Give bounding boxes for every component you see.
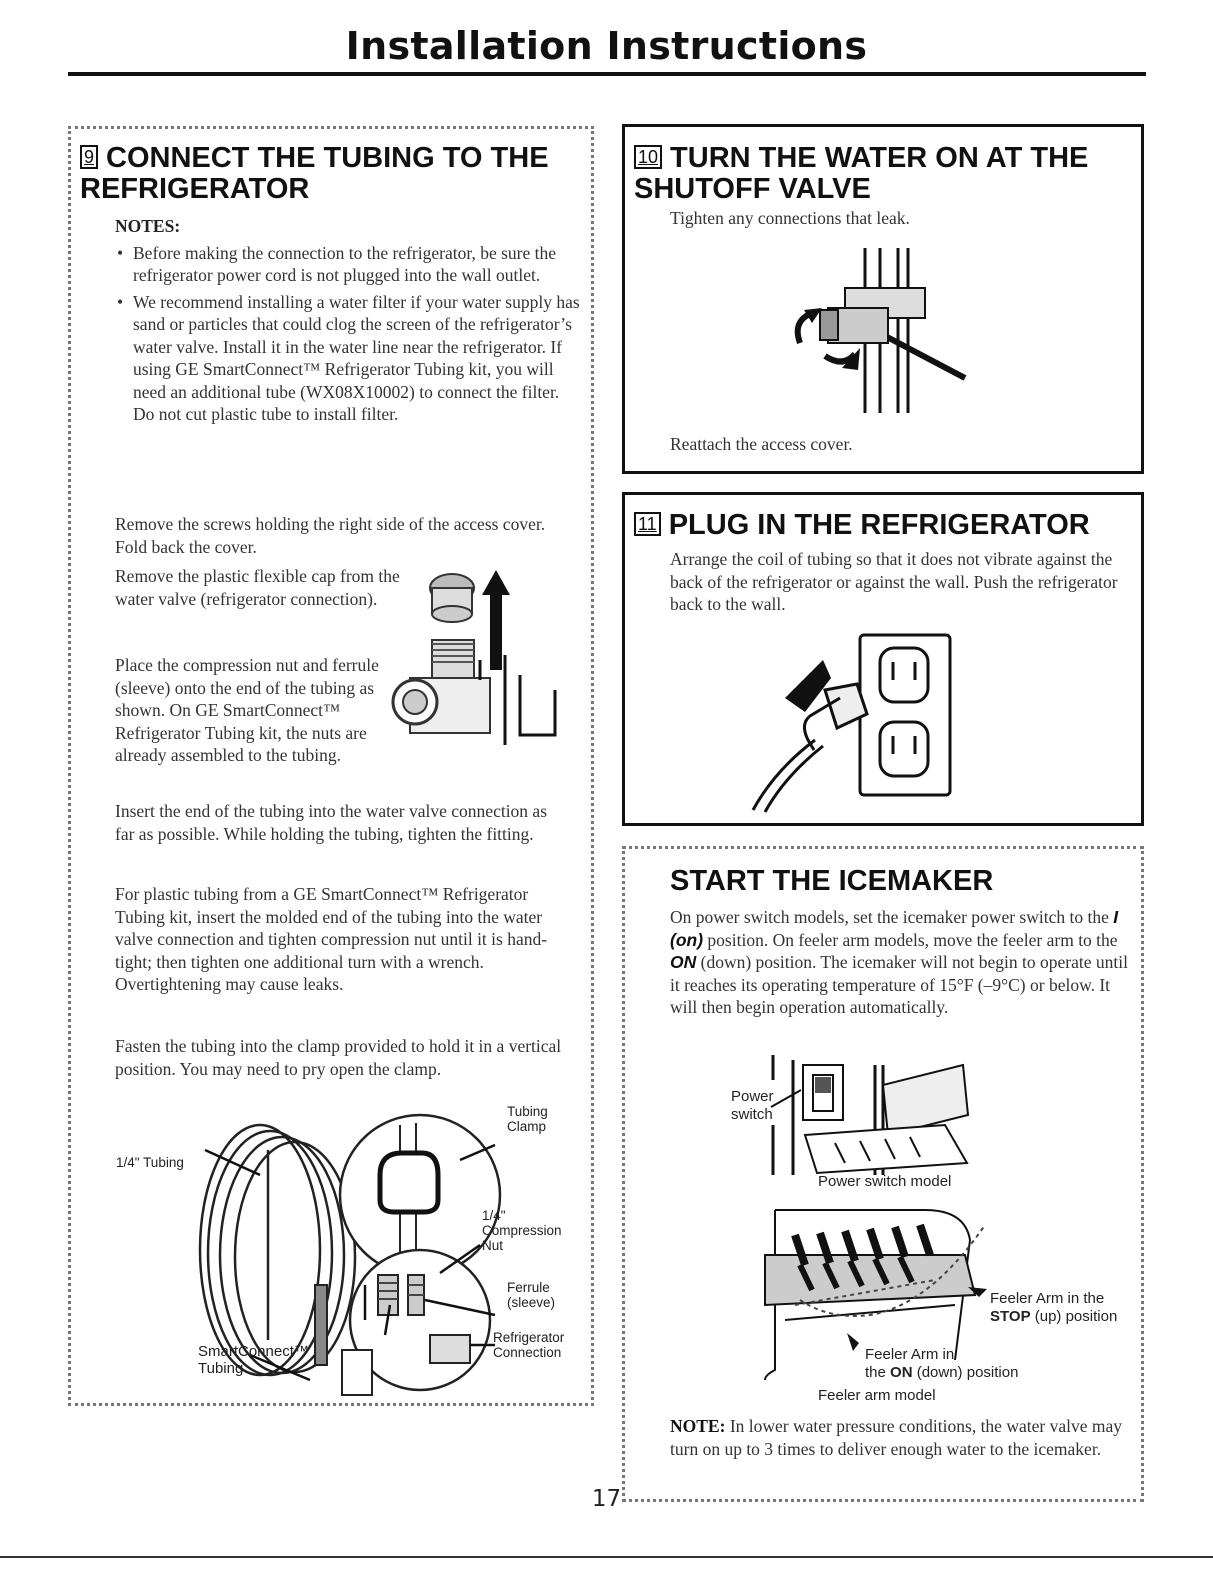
- step10-title: TURN THE WATER ON AT THE SHUTOFF VALVE: [634, 142, 1089, 205]
- page-title: Installation Instructions: [345, 24, 868, 68]
- label-line: Ferrule: [507, 1280, 550, 1295]
- label-line: Connection: [493, 1345, 562, 1360]
- label-feeler-stop: [990, 1290, 1117, 1326]
- label-line: switch: [731, 1106, 773, 1123]
- label-on-word: ON: [890, 1364, 913, 1381]
- label-compression-nut: [482, 1208, 562, 1253]
- icemaker-heading: START THE ICEMAKER: [670, 865, 994, 897]
- step9-number: 9: [80, 145, 98, 169]
- label-line: Nut: [482, 1238, 504, 1253]
- label-line: Tubing: [507, 1104, 548, 1119]
- step10-number: 10: [634, 145, 662, 169]
- label-line: Refrigerator: [493, 1330, 565, 1345]
- label-on-pre: the: [865, 1364, 886, 1381]
- step11-text: Arrange the coil of tubing so that it does not vibrate against the back of the refrigerator or against the wall. Push the refrigerator back to the wall.: [670, 549, 1118, 614]
- label-smartconnect-tubing: [198, 1343, 309, 1377]
- label-line: Clamp: [507, 1119, 547, 1134]
- label-on-rest: (down) position: [916, 1364, 1019, 1381]
- note-item: • We recommend installing a water filter if your water supply has sand or particles that could clog the screen of the refrigerator’s water valve. Install it in the water line near the refrigerator. If using GE SmartConnect™ Refrigerator Tubing kit, you will need an additional tube (WX08X10002) to connect the filter. Do not cut plastic tube to install filter.: [115, 291, 580, 426]
- para-insert: Insert the end of the tubing into the water valve connection as far as possible. While holding the tubing, tighten the fitting.: [115, 801, 548, 844]
- para-remove-screws: Remove the screws holding the right side of the access cover. Fold back the cover.: [115, 514, 546, 557]
- icemaker-text-part: position. On feeler arm models, move the feeler arm to the: [707, 929, 1118, 950]
- para-remove-cap: Remove the plastic flexible cap from the water valve (refrigerator connection).: [115, 566, 400, 609]
- page-number: 17: [591, 1486, 622, 1512]
- step11-number: 11: [634, 512, 661, 536]
- note-item: • Before making the connection to the refrigerator, be sure the refrigerator power cord is not plugged into the wall outlet.: [115, 242, 580, 287]
- shutoff-valve-illustration: [780, 248, 970, 418]
- para-fasten: Fasten the tubing into the clamp provided to hold it in a vertical position. You may need to pry open the clamp.: [115, 1036, 562, 1079]
- step11-title: PLUG IN THE REFRIGERATOR: [668, 509, 1090, 541]
- label-feeler-arm-model: Feeler arm model: [818, 1387, 936, 1404]
- icemaker-text: [670, 906, 1132, 1019]
- note-label: NOTE:: [670, 1416, 726, 1436]
- label-line: (sleeve): [507, 1295, 556, 1310]
- notes-list: [115, 242, 580, 426]
- label-line: [990, 1308, 1117, 1326]
- label-refrigerator-connection: [493, 1330, 564, 1360]
- label-line: 1/4": [482, 1208, 506, 1223]
- label-tubing-clamp: [507, 1104, 548, 1134]
- step9-title: CONNECT THE TUBING TO THE REFRIGERATOR: [80, 142, 549, 205]
- icemaker-text-part: On power switch models, set the icemaker power switch to the: [670, 907, 1109, 927]
- note-text: In lower water pressure conditions, the water valve may turn on up to 3 times to deliver enough water to the icemaker.: [670, 1416, 1122, 1459]
- label-line: Tubing: [198, 1360, 244, 1377]
- label-line: SmartConnect™: [198, 1343, 309, 1360]
- label-line: Feeler Arm in: [865, 1346, 955, 1363]
- label-stop-word: STOP: [990, 1308, 1031, 1325]
- label-line: [865, 1364, 1018, 1382]
- label-stop-rest: (up) position: [1034, 1308, 1118, 1325]
- label-line: Compression: [482, 1223, 562, 1238]
- para-place-nut: Place the compression nut and ferrule (sleeve) onto the end of the tubing as shown. On GE SmartConnect™ Refrigerator Tubing kit, the nuts are already assembled to the tubing.: [115, 655, 379, 765]
- outlet-plug-illustration: [745, 630, 975, 815]
- label-ferrule: [507, 1280, 555, 1310]
- power-switch-illustration: [765, 1055, 975, 1180]
- label-quarter-tubing: 1/4" Tubing: [116, 1155, 184, 1170]
- label-feeler-on: [865, 1346, 1018, 1382]
- step11-heading: [634, 510, 1134, 541]
- label-power-switch: [731, 1088, 774, 1124]
- step9-heading: [80, 143, 580, 205]
- label-line: Feeler Arm in the: [990, 1290, 1105, 1307]
- icemaker-text-part: (down) position. The icemaker will not begin to operate until it reaches its operating temperature of 15°F (–9°C) or below. It will then begin operation automatically.: [670, 952, 1128, 1017]
- label-line: Power: [731, 1088, 774, 1105]
- step10-text-top: Tighten any connections that leak.: [670, 208, 910, 228]
- footer-divider: [0, 1556, 1213, 1558]
- icemaker-on-word: ON: [670, 952, 697, 972]
- step10-text-bottom: Reattach the access cover.: [670, 434, 853, 454]
- icemaker-note: [670, 1415, 1125, 1460]
- step9-notes: [115, 215, 580, 430]
- water-valve-illustration: [380, 560, 565, 750]
- para-plastic: For plastic tubing from a GE SmartConnect™ Refrigerator Tubing kit, insert the molded end of the tubing into the water valve connection and tighten compression nut until it is hand-tight; then tighten one additional turn with a wrench. Overtightening may cause leaks.: [115, 884, 548, 994]
- step10-heading: [634, 143, 1134, 205]
- title-divider: [68, 72, 1146, 76]
- label-power-switch-model: Power switch model: [818, 1173, 952, 1190]
- icemaker-on-power: I (on): [670, 907, 1119, 950]
- notes-label: NOTES:: [115, 216, 181, 236]
